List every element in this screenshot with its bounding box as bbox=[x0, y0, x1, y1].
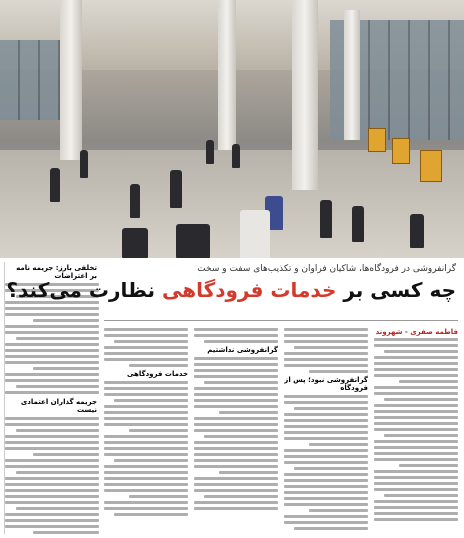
traveler bbox=[170, 170, 182, 208]
headline-accent: خدمات فرودگاهی bbox=[161, 278, 337, 302]
headline-rule bbox=[104, 320, 458, 321]
article-subhead: گرانفروشی نبود؛ پس از فرودگاه bbox=[284, 376, 368, 392]
article-body bbox=[0, 258, 464, 538]
info-sign bbox=[420, 150, 442, 182]
terminal-column bbox=[344, 10, 360, 140]
article-column-1 bbox=[374, 328, 458, 533]
sidebar-subtitle: جریمه گذاران اعتمادی نیست bbox=[20, 398, 97, 414]
traveler bbox=[352, 206, 364, 242]
article-subhead: گرانفروشی نداشتیم bbox=[207, 346, 278, 354]
traveler bbox=[176, 224, 210, 258]
article-kicker: گرانفروشی در فرودگاه‌ها، شاکیان فراوان و تکذیب‌های سفت و سخت bbox=[197, 264, 456, 274]
traveler bbox=[206, 140, 214, 164]
traveler bbox=[130, 184, 140, 218]
article-subhead: خدمات فرودگاهی bbox=[126, 370, 188, 378]
article-photo bbox=[0, 0, 464, 258]
article-byline: فاطمه صفری - شهروند bbox=[375, 328, 458, 336]
terminal-column bbox=[292, 0, 318, 190]
traveler bbox=[320, 200, 332, 238]
headline-suffix: نظارت می‌کند؟ bbox=[6, 278, 162, 302]
info-sign bbox=[368, 128, 386, 152]
sidebar-title: تخلفی بارز: جریمه نامه بر اعتراضات bbox=[16, 264, 97, 280]
article-column-3 bbox=[194, 328, 278, 533]
info-sign bbox=[392, 138, 410, 164]
article-headline bbox=[6, 278, 456, 302]
headline-prefix: چه کسی بر bbox=[336, 278, 456, 302]
traveler bbox=[240, 210, 270, 258]
terminal-windows-left bbox=[0, 40, 60, 120]
article-column-4 bbox=[104, 328, 188, 533]
traveler bbox=[80, 150, 88, 178]
traveler bbox=[122, 228, 148, 258]
traveler bbox=[410, 214, 424, 248]
traveler bbox=[50, 168, 60, 202]
sidebar-text bbox=[5, 417, 99, 534]
terminal-column bbox=[60, 0, 82, 160]
traveler bbox=[232, 144, 240, 168]
terminal-column bbox=[218, 0, 236, 150]
article-column-2 bbox=[284, 328, 368, 533]
sidebar-box bbox=[4, 262, 99, 534]
